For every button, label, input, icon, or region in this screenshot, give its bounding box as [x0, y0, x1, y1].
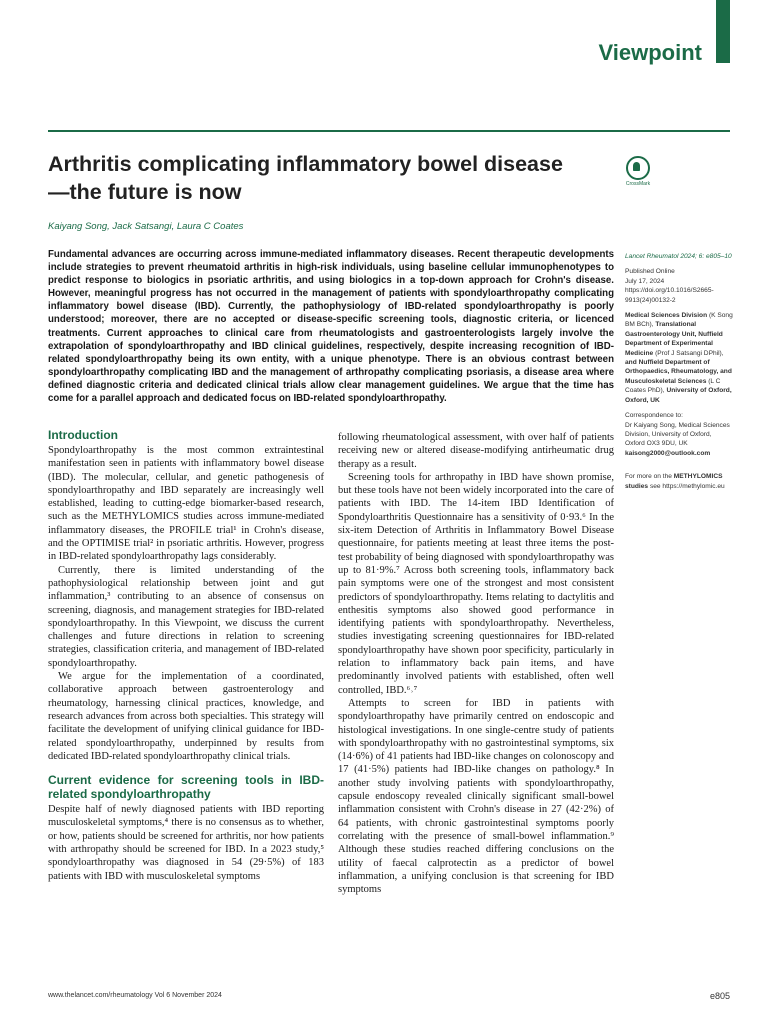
- more-info-link-label: METHYLOMICS studies: [625, 473, 723, 490]
- paragraph: following rheumatological assessment, with over half of patients receiving new or altered disease-modifying antirheumatic drug therapy as a result.: [338, 432, 614, 470]
- affiliation-person: (L C Coates PhD),: [625, 377, 721, 395]
- more-info-url[interactable]: see https://methylomic.eu: [649, 482, 725, 490]
- affiliation: Translational Gastroenterology Unit, Nuffield Department of Experimental Medicine: [625, 321, 723, 357]
- paragraph: Attempts to screen for IBD in patients with spondyloarthropathy have primarily centred on endoscopic and histological investigations. In one single-centre study of patients with spondyloarthropathy with no gastrointestinal symptoms, six (14·6%) of 41 patients had IBD-like changes on colonoscopy and 17 (41·5%) patients had IBD-like changes on pathology.⁸ In another study involving patients with spondyloarthropathy, capsule endoscopy revealed clinically significant small-bowel inflammation consistent with Crohn's disease in 27 (42·2%) of 64 patients, with chronic gastrointestinal symptoms poorly correlating with the presence of small-bowel inflammation.⁹ Although these studies reached differing conclusions on the utility of faecal calprotectin as a predictor of bowel inflammation, a unifying conclusion is that screening for IBD symptoms: [338, 697, 614, 896]
- affiliation: University of Oxford, Oxford, UK: [625, 387, 732, 404]
- affiliation: Medical Sciences Division: [625, 312, 708, 320]
- margin-sidebar: [625, 252, 733, 497]
- correspondence-label: Correspondence to:: [625, 412, 683, 420]
- page-number: e805: [709, 991, 730, 1001]
- citation-block: [625, 252, 733, 261]
- paragraph: We argue for the implementation of a coordinated, collaborative approach between gastroenterology and rheumatology, harnessing clinical practices, knowledge, and research advances from across both specialties. This strategy will facilitate the development of unifying clinical guidance for IBD-related spondyloarthropathy, underpinned by results from dedicated IBD-related spondyloarthropathy clinical trials.: [48, 671, 324, 762]
- paragraph: Despite half of newly diagnosed patients with IBD reporting musculoskeletal symptoms,⁴ there is no consensus as to whether, or how, patients should be screened for arthritis, nor how patients with arthropathy should be screened for IBD. In a 2023 study,⁵ spondyloarthropathy was diagnosed in 54 (29·5%) of 183 patients with IBD with musculoskeletal symptoms: [48, 804, 324, 882]
- affiliation: Nuffield Department of Orthopaedics, Rheumatology, and Musculoskeletal Sciences: [625, 359, 732, 385]
- correspondence-block: [625, 411, 733, 458]
- correspondence-address: Dr Kaiyang Song, Medical Sciences Division, University of Oxford, Oxford OX3 9DU, UK: [625, 421, 730, 448]
- body-column-right: [338, 431, 614, 896]
- journal-citation: Lancet Rheumatol 2024; 6: e805–10: [625, 253, 732, 260]
- author-list: Kaiyang Song, Jack Satsangi, Laura C Coates: [48, 221, 244, 232]
- article-title: Arthritis complicating inflammatory bowel disease—the future is now: [48, 152, 563, 204]
- published-label: Published Online: [625, 268, 675, 276]
- more-info-block: [625, 472, 733, 491]
- affiliation-person: (Prof J Satsangi DPhil),: [655, 349, 724, 357]
- published-date: July 17, 2024: [625, 277, 665, 285]
- paragraph: Spondyloarthropathy is the most common extraintestinal manifestation seen in patients with inflammatory bowel disease (IBD). The molecular, cellular, and genetic pathogenesis of spondyloarthropathy and IBD separately are increasingly well established, leading to cutting-edge biomarker-based research, such as the METHYLOMICS studies across immune-mediated inflammatory diseases, the PROFILE trial¹ in Crohn's disease, and the OPTIMISE trial² in psoriatic arthritis. However, progress in IBD-related spondyloarthropathy lags considerably.: [48, 445, 324, 563]
- publication-block: [625, 267, 733, 305]
- doi-link[interactable]: https://doi.org/10.1016/S2665-9913(24)00132-2: [625, 287, 714, 304]
- abstract: Fundamental advances are occurring across immune-mediated inflammatory diseases. Recent therapeutic developments include strategies to prevent rheumatoid arthritis in high-risk individuals, using baseline cellular immunophenotypes to predict response to biologics in psoriatic arthritis, and using biologics in a top-down approach for Crohn's disease. However, meaningful progress has not occurred in the management of patients with spondyloarthropathy complicating inflammatory bowel disease (IBD). Currently, the pathophysiology of IBD-related spondyloarthropathy is poorly understood; moreover, there are no accepted or disease-specific screening tools, diagnostic criteria, or licenced treatments. Current approaches to clinical care from rheumatologists and gastroenterologists largely involve the extrapolation of spondyloarthropathy and IBD clinical guidelines, respectively, despite increasing recognition of IBD-related spondyloarthropathy being its own entity, with a unique phenotype. There is an obvious contrast between spondyloarthropathy complicating IBD and the management of arthropathy complicating psoriasis, a disease area where defined diagnostic criteria and dedicated clinical trials allow clear management guidelines. We argue that the time has come for a parallel approach and dedicated focus on IBD-related spondyloarthropathy.: [48, 249, 614, 405]
- paragraph: Currently, there is limited understanding of the pathophysiological relationship between joint and gut inflammation,³ contributing to an absence of consensus on screening, diagnosis, and management strategies for IBD-related spondyloarthropathy. In this Viewpoint, we discuss the current challenges and future directions in relation to screening strategies, classification criteria, and management of IBD-related spondyloarthropathy.: [48, 564, 324, 669]
- affiliations-block: [625, 311, 733, 405]
- affiliation-conjunction: and: [625, 359, 637, 367]
- affiliation-person: (K Song BM BCh),: [625, 312, 733, 329]
- journal-color-bar: [716, 0, 730, 63]
- crossmark-badge[interactable]: [624, 156, 652, 187]
- section-heading-introduction: Introduction: [48, 428, 118, 442]
- correspondence-email[interactable]: kaisong2000@outlook.com: [625, 449, 711, 457]
- section-label: Viewpoint: [598, 40, 702, 65]
- body-column-left: [48, 428, 324, 883]
- more-info-prefix: For more on the: [625, 473, 672, 481]
- header-rule: [48, 130, 730, 132]
- crossmark-label: CrossMark: [625, 181, 651, 187]
- paragraph: Screening tools for arthropathy in IBD have shown promise, but these tools have not been widely incorporated into the care of patients with IBD. The 14-item IBD Identification of Spondyloarthritis Questionnaire has a sensitivity of 0·93.⁶ In the six-item Detection of Arthritis in Inflammatory Bowel Disease questionnaire, for patients meeting at least three items the post-test probability of being diagnosed with spondyloarthropathy was up to 81·9%.⁷ Across both screening tools, inflammatory back pain symptoms were one of the strongest and most consistent predictors of spondyloarthropathy. Items relating to dactylitis and enthesitis symptoms also showed good performance in identifying patients with spondyloarthropathy. Nevertheless, studies investigating screening questionnaires for IBD-related spondyloarthropathy have shown poor specificity, particularly in relation to inflammatory back pain items, and have predominantly involved patients with established, often well controlled, IBD.⁶˒⁷: [338, 471, 614, 696]
- crossmark-icon: [626, 156, 650, 180]
- section-heading-screening: Current evidence for screening tools in IBD-related spondyloarthropathy: [48, 773, 324, 802]
- footer-journal-info: www.thelancet.com/rheumatology Vol 6 November 2024: [48, 992, 222, 999]
